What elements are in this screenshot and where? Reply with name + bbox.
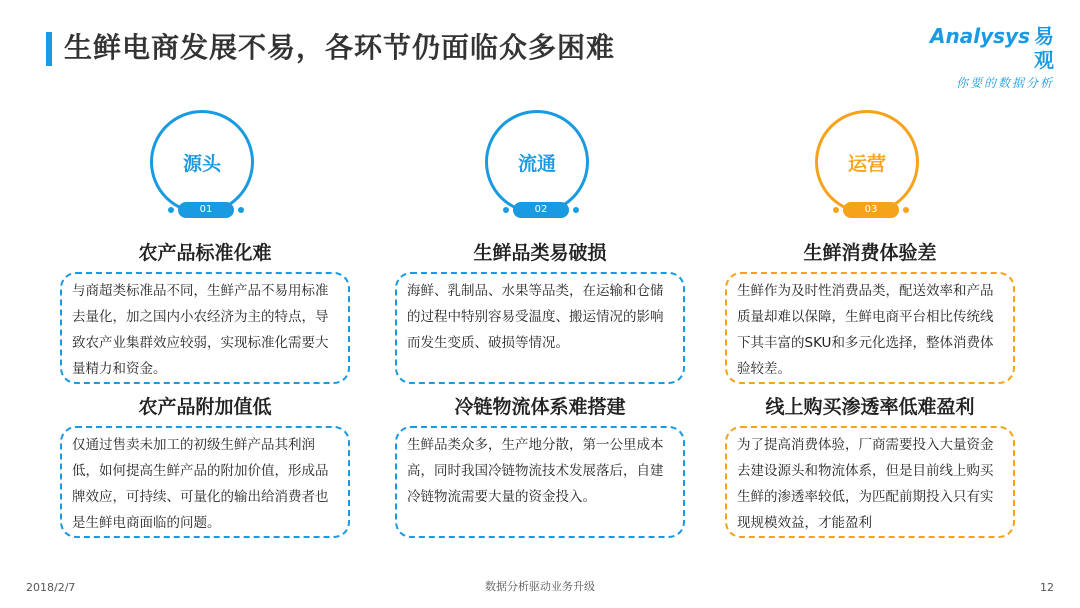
- column-circulation: [395, 108, 685, 538]
- stage-number: 03: [843, 202, 899, 218]
- stage-circle: [815, 110, 919, 214]
- logo-slogan: 你要的数据分析: [955, 76, 1054, 90]
- analysys-logo: [914, 24, 1054, 91]
- section-title: 农产品标准化难: [138, 242, 272, 264]
- page-title: 生鲜电商发展不易，各环节仍面临众多困难: [64, 31, 616, 64]
- section-text-box: 海鲜、乳制品、水果等品类，在运输和仓储的过程中特别容易受温度、搬运情况的影响而发生变质、破损等情况。: [395, 272, 685, 384]
- stage-circle: [485, 110, 589, 214]
- section-text-box: 生鲜品类众多，生产地分散，第一公里成本高，同时我国冷链物流技术发展落后，自建冷链物流需要大量的资金投入。: [395, 426, 685, 538]
- footer-date: 2018/2/7: [26, 581, 76, 594]
- logo-cn: 易观: [1034, 24, 1054, 72]
- stage-badge: [725, 108, 1015, 230]
- section-text-box: 生鲜作为及时性消费品类，配送效率和产品质量却难以保障，生鲜电商平台相比传统线下其丰富的SKU和多元化选择，整体消费体验较差。: [725, 272, 1015, 384]
- section-text-box: 为了提高消费体验，厂商需要投入大量资金去建设源头和物流体系，但是目前线上购买生鲜的渗透率较低，为匹配前期投入只有实现规模效益，才能盈利: [725, 426, 1015, 538]
- section-text-box: 仅通过售卖未加工的初级生鲜产品其利润低，如何提高生鲜产品的附加价值，形成品牌效应，可持续、可量化的输出给消费者也是生鲜电商面临的问题。: [60, 426, 350, 538]
- logo-wordmark: [914, 24, 1054, 72]
- stage-label: 流通: [517, 152, 556, 175]
- stage-label: 源头: [182, 152, 221, 175]
- page-number: 12: [1040, 581, 1054, 594]
- stage-number: 02: [513, 202, 569, 218]
- stage-number: 01: [178, 202, 234, 218]
- section-title: 生鲜消费体验差: [803, 242, 937, 264]
- logo-en: Analysys: [930, 24, 1030, 48]
- stage-badge: [60, 108, 350, 230]
- footer-slogan: 数据分析驱动业务升级: [485, 580, 595, 593]
- column-source: [60, 108, 350, 538]
- title-accent-bar: [46, 32, 52, 66]
- section-title: 生鲜品类易破损: [473, 242, 607, 264]
- stage-badge: [395, 108, 685, 230]
- stage-circle: [150, 110, 254, 214]
- section-title: 线上购买渗透率低难盈利: [765, 396, 975, 418]
- section-text-box: 与商超类标准品不同，生鲜产品不易用标准去量化，加之国内小农经济为主的特点，导致农产业集群效应较弱，实现标准化需要大量精力和资金。: [60, 272, 350, 384]
- section-title: 农产品附加值低: [138, 396, 272, 418]
- section-title: 冷链物流体系难搭建: [454, 396, 626, 418]
- stage-label: 运营: [847, 152, 886, 175]
- column-operation: [725, 108, 1015, 538]
